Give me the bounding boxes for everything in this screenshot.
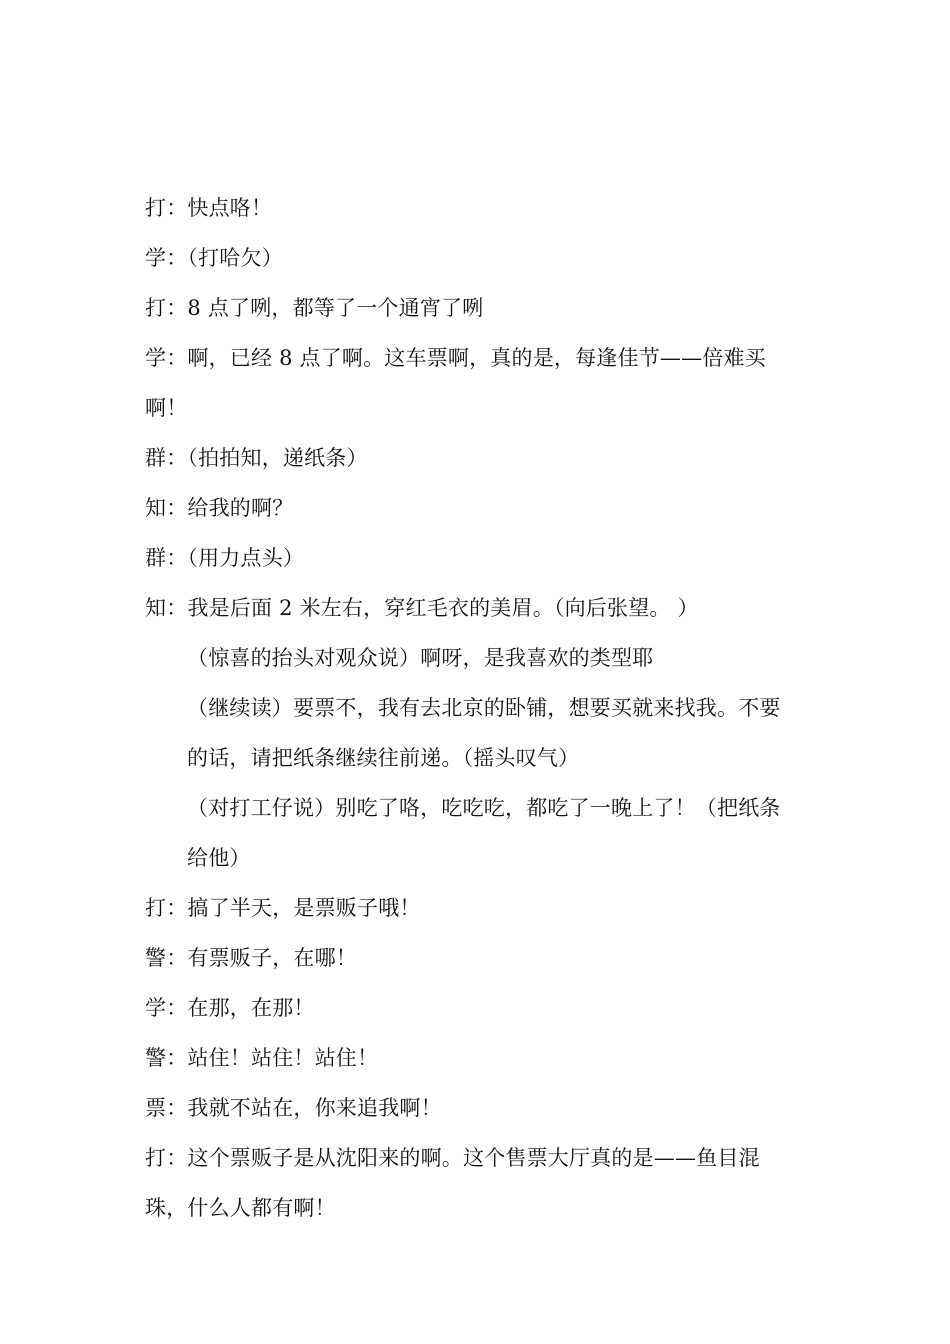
dialogue-line: 啊！ xyxy=(145,396,188,420)
dialogue-line: 警：有票贩子，在哪！ xyxy=(145,946,357,970)
dialogue-line: 知：给我的啊？ xyxy=(145,496,294,520)
stage-direction-line: （惊喜的抬头对观众说）啊呀，是我喜欢的类型耶 xyxy=(187,646,654,670)
dialogue-line: 群：（拍拍知，递纸条） xyxy=(145,446,368,470)
dialogue-line: 学：啊，已经 8 点了啊。这车票啊，真的是，每逢佳节——倍难买 xyxy=(145,346,766,370)
dialogue-line: 警：站住！站住！站住！ xyxy=(145,1046,379,1070)
script-body xyxy=(145,183,815,1233)
dialogue-line: 打：这个票贩子是从沈阳来的啊。这个售票大厅真的是——鱼目混 xyxy=(145,1146,760,1170)
stage-direction-line: （继续读）要票不，我有去北京的卧铺，想要买就来找我。不要 xyxy=(187,696,781,720)
stage-direction-line: 的话，请把纸条继续往前递。（摇头叹气） xyxy=(187,746,580,770)
stage-direction-line: （对打工仔说）别吃了咯，吃吃吃，都吃了一晚上了！（把纸条 xyxy=(187,796,781,820)
dialogue-line: 打：搞了半天，是票贩子哦！ xyxy=(145,896,421,920)
stage-direction-line: 给他） xyxy=(187,846,251,870)
dialogue-line: 打：快点咯！ xyxy=(145,196,273,220)
dialogue-line: 票：我就不站在，你来追我啊！ xyxy=(145,1096,442,1120)
dialogue-line: 打：8 点了咧，都等了一个通宵了咧 xyxy=(145,296,484,320)
dialogue-line: 珠，什么人都有啊！ xyxy=(145,1196,336,1220)
dialogue-line: 群：（用力点头） xyxy=(145,546,305,570)
dialogue-line: 学：在那，在那！ xyxy=(145,996,315,1020)
dialogue-line: 学：（打哈欠） xyxy=(145,246,283,270)
dialogue-line: 知：我是后面 2 米左右，穿红毛衣的美眉。（向后张望。 ） xyxy=(145,596,699,620)
